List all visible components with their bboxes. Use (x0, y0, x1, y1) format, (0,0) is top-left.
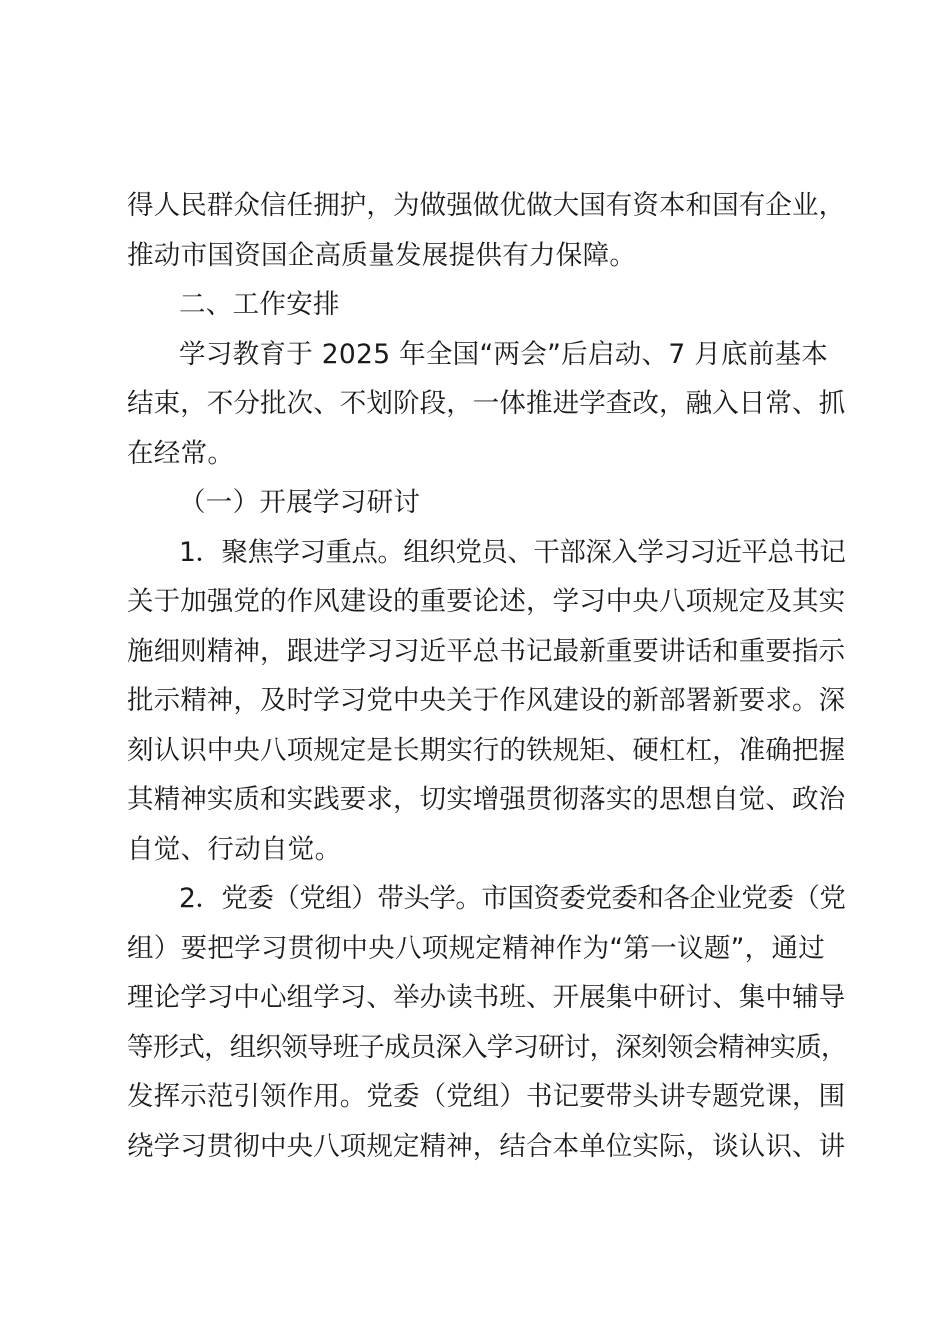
text-line: 批示精神，及时学习党中央关于作风建设的新部署新要求。深 (127, 685, 846, 716)
text-line: 等形式，组织领导班子成员深入学习研讨，深刻领会精神实质， (127, 1031, 847, 1063)
text-line: 发挥示范引领作用。党委（党组）书记要带头讲专题党课，围 (127, 1081, 846, 1112)
text-line: 施细则精神，跟进学习习近平总书记最新重要讲话和重要指示 (127, 635, 846, 667)
document-body (127, 181, 847, 1171)
subsection-heading: （一）开展学习研讨 (179, 487, 421, 518)
text-line: 自觉、行动自觉。 (127, 833, 342, 865)
text-line: 刻认识中央八项规定是长期实行的铁规矩、硬杠杠，准确把握 (127, 734, 846, 766)
section-heading: 二、工作安排 (179, 289, 340, 320)
text-line: 得人民群众信任拥护，为做强做优做大国有资本和国有企业， (127, 190, 846, 221)
text-line: 推动市国资国企高质量发展提供有力保障。 (127, 239, 637, 271)
text-line: 在经常。 (127, 437, 235, 469)
text-line: 其精神实质和实践要求，切实增强贯彻落实的思想自觉、政治 (127, 784, 846, 815)
text-line: 组）要把学习贯彻中央八项规定精神作为“第一议题”，通过 (127, 932, 826, 964)
text-line: 结束，不分批次、不划阶段，一体推进学查改，融入日常、抓 (127, 388, 846, 419)
text-line: 学习教育于 2025 年全国“两会”后启动、7 月底前基本 (179, 338, 829, 370)
text-line: 绕学习贯彻中央八项规定精神，结合本单位实际，谈认识、讲 (127, 1130, 846, 1162)
text-line: 1．聚焦学习重点。组织党员、干部深入学习习近平总书记 (179, 536, 846, 568)
text-line: 关于加强党的作风建设的重要论述，学习中央八项规定及其实 (127, 586, 846, 617)
text-line: 理论学习中心组学习、举办读书班、开展集中研讨、集中辅导 (127, 982, 846, 1013)
text-line: 2．党委（党组）带头学。市国资委党委和各企业党委（党 (179, 883, 846, 914)
